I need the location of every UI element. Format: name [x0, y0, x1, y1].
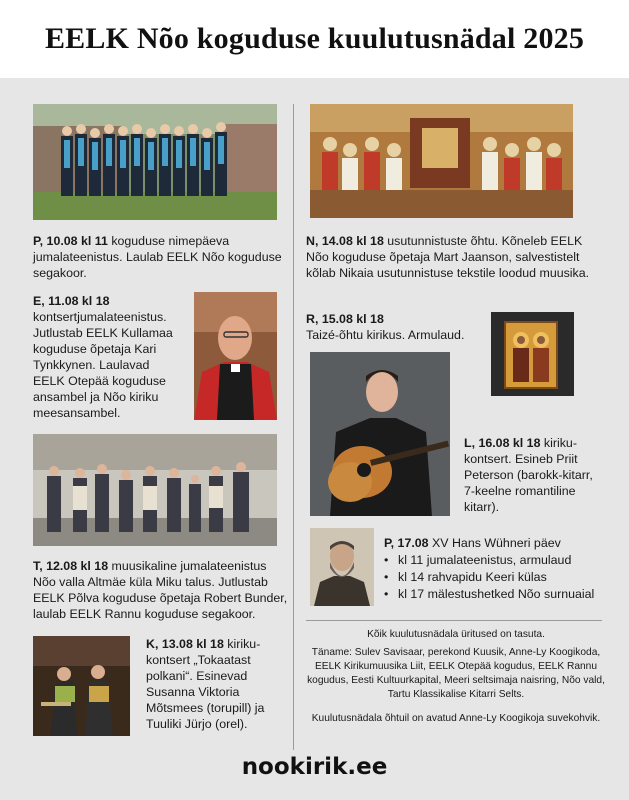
guitarist-photo: [310, 352, 450, 516]
column-divider: [293, 104, 294, 750]
musicians-photo: [33, 636, 130, 736]
wuhner-day-program: [384, 552, 594, 603]
website-link[interactable]: nookirik.ee: [241, 754, 388, 780]
choir-photo: [33, 104, 277, 220]
event-monday-1108: E, 11.08 kl 18 kontsertjumalateenistus. Jutlustab EELK Kullamaa koguduse õpetaja Kari Tynkkynen. Laulavad EELK Otepää koguduse ansambel ja Nõo kiriku meesansambel.: [33, 294, 173, 420]
event-sunday-1008: P, 10.08 kl 11 koguduse nimepäeva jumalateenistus. Laulab EELK Nõo koguduse segakoor.: [33, 234, 282, 280]
taize-icon-photo: [491, 312, 574, 396]
outdoor-group-photo: [33, 434, 277, 546]
list-item: • kl 11 jumalateenistus, armulaud: [384, 552, 594, 569]
footer-divider: [306, 620, 602, 621]
free-events-note: Kõik kuulutusnädala üritused on tasuta.: [367, 629, 545, 640]
event-saturday-1608: L, 16.08 kl 18 kiriku-kontsert. Esineb Priit Peterson (barokk-kitarr, 7-keelne romantiline kitarr).: [464, 436, 593, 514]
thanks-note: Täname: Sulev Savisaar, perekond Kuusik, Anne-Ly Koogikoda, EELK Kirikumuusika Liit, EELK Otepää kogudus, EELK Rannu kogudus, Eesti Kultuurkapital, Meeri seltsimaja naisring, Nõo vald, Tartu Klassikalise Kitarri Selts.: [307, 647, 605, 700]
header: [0, 0, 629, 78]
event-tuesday-1208: T, 12.08 kl 18 muusikaline jumalateenistus Nõo valla Altmäe küla Miku talus. Jutlustab EELK Põlva koguduse õpetaja Robert Bunder, laulab EELK Rannu koguduse segakoor.: [33, 559, 288, 621]
event-sunday-1708: P, 17.08 XV Hans Wühneri päev: [384, 536, 561, 550]
list-item: • kl 14 rahvapidu Keeri külas: [384, 569, 594, 586]
hans-wuhner-portrait: [310, 528, 374, 606]
list-item: • kl 17 mälestushetked Nõo surnuaial: [384, 586, 594, 603]
event-wednesday-1308: K, 13.08 kl 18 kiriku-kontsert „Tokaatast polkani“. Esinevad Susanna Viktoria Mõtsmees (torupill) ja Tuuliki Jürjo (orel).: [146, 637, 265, 731]
cafe-note: Kuulutusnädala õhtuil on avatud Anne-Ly Koogikoja suvekohvik.: [311, 713, 601, 724]
page-title: EELK Nõo koguduse kuulutusnädal 2025: [44, 22, 585, 55]
event-thursday-1408: N, 14.08 kl 18 usutunnistuste õhtu. Kõneleb EELK Nõo koguduse õpetaja Mart Jaanson, salvestistelt kõlab Nikaia usutunnistuse tekstile loodud muusika.: [306, 234, 590, 280]
council-fresco-photo: [310, 104, 573, 218]
event-friday-1508: R, 15.08 kl 18 Taizé-õhtu kirikus. Armulaud.: [306, 312, 465, 342]
pastor-photo: [194, 292, 277, 420]
